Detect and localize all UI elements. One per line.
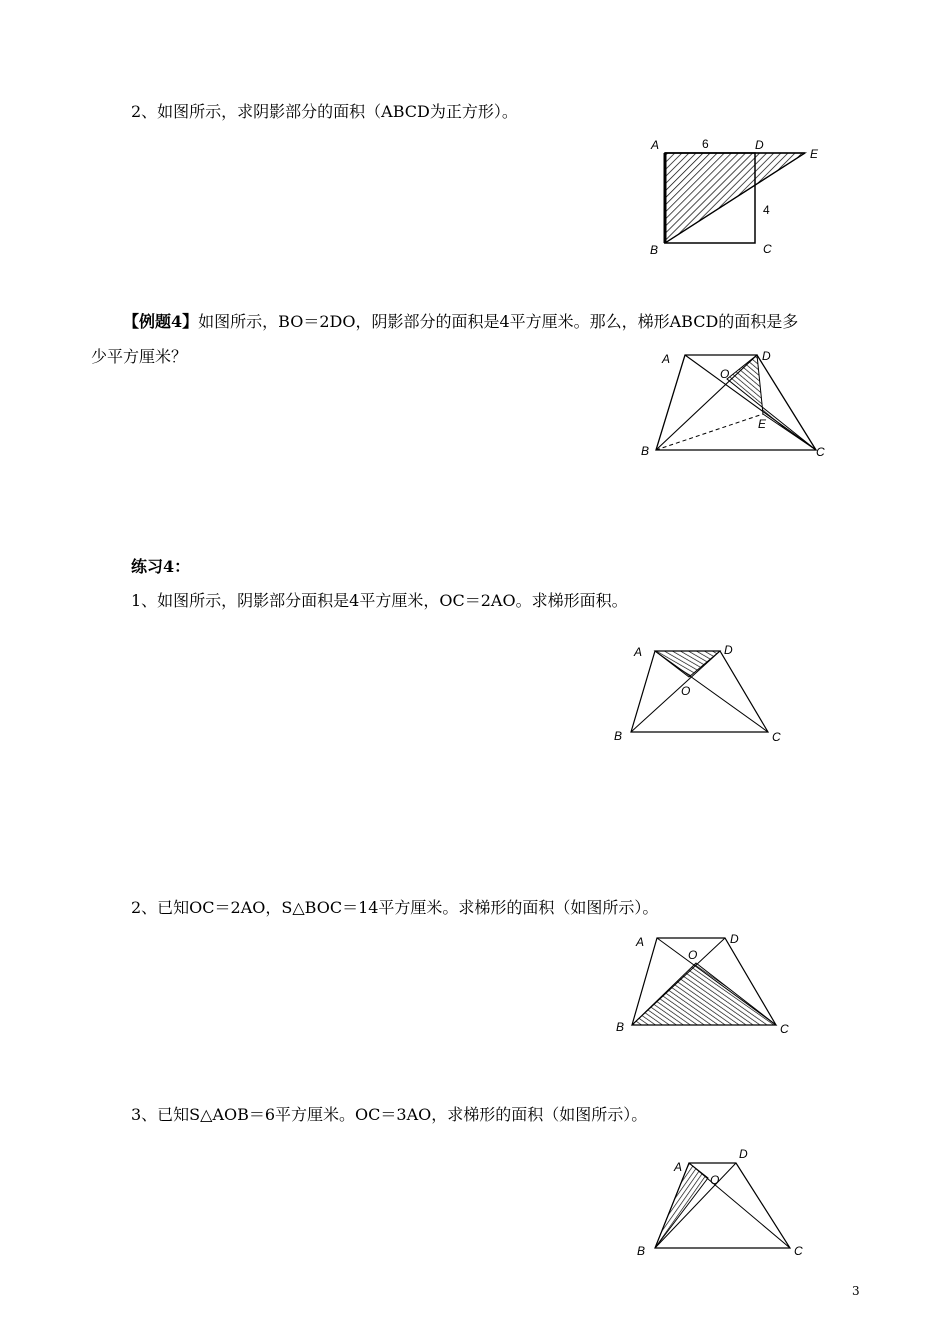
label-e: E [810, 147, 819, 161]
figure-practice-1-trapezoid [605, 640, 805, 750]
label-b: B [614, 729, 623, 743]
example-4-tag: 【例题4】 [123, 312, 199, 331]
practice-3-text: 3、已知S△AOB＝6平方厘米。OC＝3AO，求梯形的面积（如图所示）。 [131, 1105, 648, 1124]
problem-2-text: 2、如图所示，求阴影部分的面积（ABCD为正方形）。 [131, 102, 518, 121]
label-b: B [637, 1244, 646, 1258]
shaded-triangle [655, 1163, 708, 1248]
label-a: A [651, 138, 660, 152]
label-d: D [755, 138, 764, 152]
label-c: C [816, 445, 825, 459]
label-c: C [794, 1244, 803, 1258]
label-a: A [674, 1160, 683, 1174]
page-number: 3 [852, 1284, 860, 1298]
length-ad: 6 [702, 137, 709, 151]
figure-square-abcd [640, 130, 840, 260]
label-d: D [724, 643, 733, 657]
label-o: O [681, 684, 691, 698]
practice-2-text: 2、已知OC＝2AO，S△BOC＝14平方厘米。求梯形的面积（如图所示）。 [131, 898, 659, 917]
label-c: C [780, 1022, 789, 1036]
label-a: A [636, 935, 645, 949]
label-b: B [641, 444, 650, 458]
shaded-triangle [727, 355, 816, 450]
label-a: A [662, 352, 671, 366]
trapezoid-abcd [656, 355, 816, 450]
shaded-triangle [655, 651, 720, 677]
label-d: D [739, 1147, 748, 1161]
example-4-line1 [123, 312, 798, 332]
figure-example-4-trapezoid [630, 340, 840, 470]
label-o: O [688, 948, 698, 962]
practice-heading: 练习4： [131, 557, 191, 576]
practice-1-text: 1、如图所示，阴影部分面积是4平方厘米，OC＝2AO。求梯形面积。 [131, 591, 628, 610]
length-dc: 4 [763, 203, 770, 217]
label-d: D [762, 349, 771, 363]
figure-practice-3-trapezoid [630, 1140, 810, 1260]
label-d: D [730, 932, 739, 946]
label-b: B [650, 243, 659, 257]
example-4-text: 如图所示，BO＝2DO，阴影部分的面积是4平方厘米。那么，梯形ABCD的面积是多 [198, 312, 799, 331]
label-o: O [720, 367, 730, 381]
figure-practice-2-trapezoid [605, 925, 805, 1040]
label-c: C [763, 242, 772, 256]
label-e: E [758, 417, 767, 431]
label-a: A [634, 645, 643, 659]
label-b: B [616, 1020, 625, 1034]
label-o: O [710, 1173, 720, 1187]
example-4-line2: 少平方厘米？ [91, 347, 188, 366]
label-c: C [772, 730, 781, 744]
